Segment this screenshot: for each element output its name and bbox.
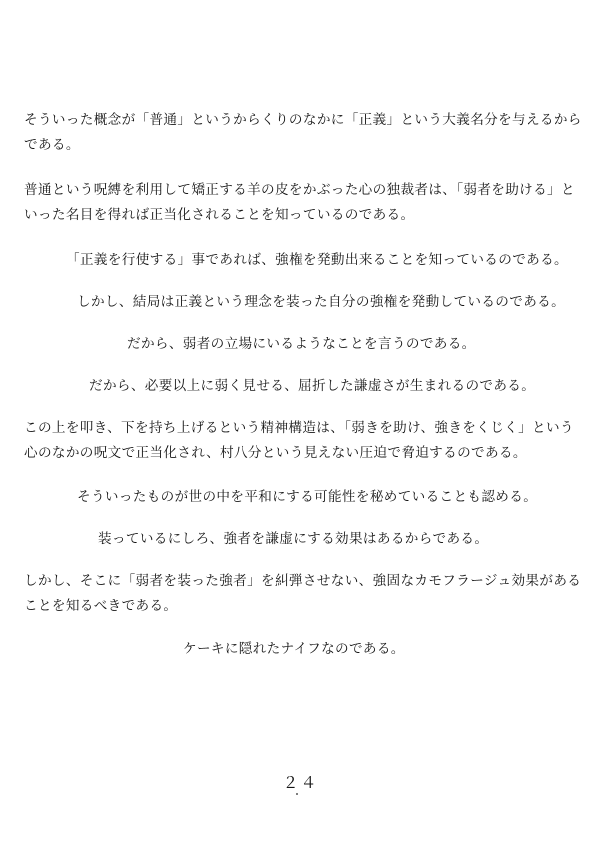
paragraph-4: しかし、結局は正義という理念を装った自分の強権を発動しているのである。 xyxy=(77,294,566,310)
paragraph-10-line-2: ことを知るべきである。 xyxy=(24,598,178,614)
paragraph-11: ケーキに隠れたナイフなのである。 xyxy=(183,641,405,657)
scan-speck xyxy=(296,793,298,795)
page-number: ２４ xyxy=(282,775,319,792)
paragraph-2-line-2: いった名目を得れば正当化されることを知っているのである。 xyxy=(24,207,415,223)
paragraph-10-line-1: しかし、そこに「弱者を装った強者」を糾弾させない、強固なカモフラージュ効果がある xyxy=(24,573,582,589)
paragraph-5: だから、弱者の立場にいるようなことを言うのである。 xyxy=(127,336,476,352)
paragraph-2-line-1: 普通という呪縛を利用して矯正する羊の皮をかぶった心の独裁者は、「弱者を助ける」と xyxy=(24,182,575,198)
paragraph-6: だから、必要以上に弱く見せる、屈折した謙虚さが生まれるのである。 xyxy=(89,378,536,394)
paragraph-7-line-1: この上を叩き、下を持ち上げるという精神構造は、「弱きを助け、強きをくじく」という xyxy=(24,420,574,436)
paragraph-1-line-2: である。 xyxy=(24,137,80,153)
paragraph-7-line-2: 心のなかの呪文で正当化され、村八分という見えない圧迫で脅迫するのである。 xyxy=(24,445,527,461)
paragraph-9: 装っているにしろ、強者を謙虚にする効果はあるからである。 xyxy=(98,531,489,547)
paragraph-1-line-1: そういった概念が「普通」というからくりのなかに「正義」という大義名分を与えるから xyxy=(24,112,582,128)
paragraph-3: 「正義を行使する」事であれば、強権を発動出来ることを知っているのである。 xyxy=(66,252,568,268)
paragraph-8: そういったものが世の中を平和にする可能性を秘めていることも認める。 xyxy=(77,489,538,505)
